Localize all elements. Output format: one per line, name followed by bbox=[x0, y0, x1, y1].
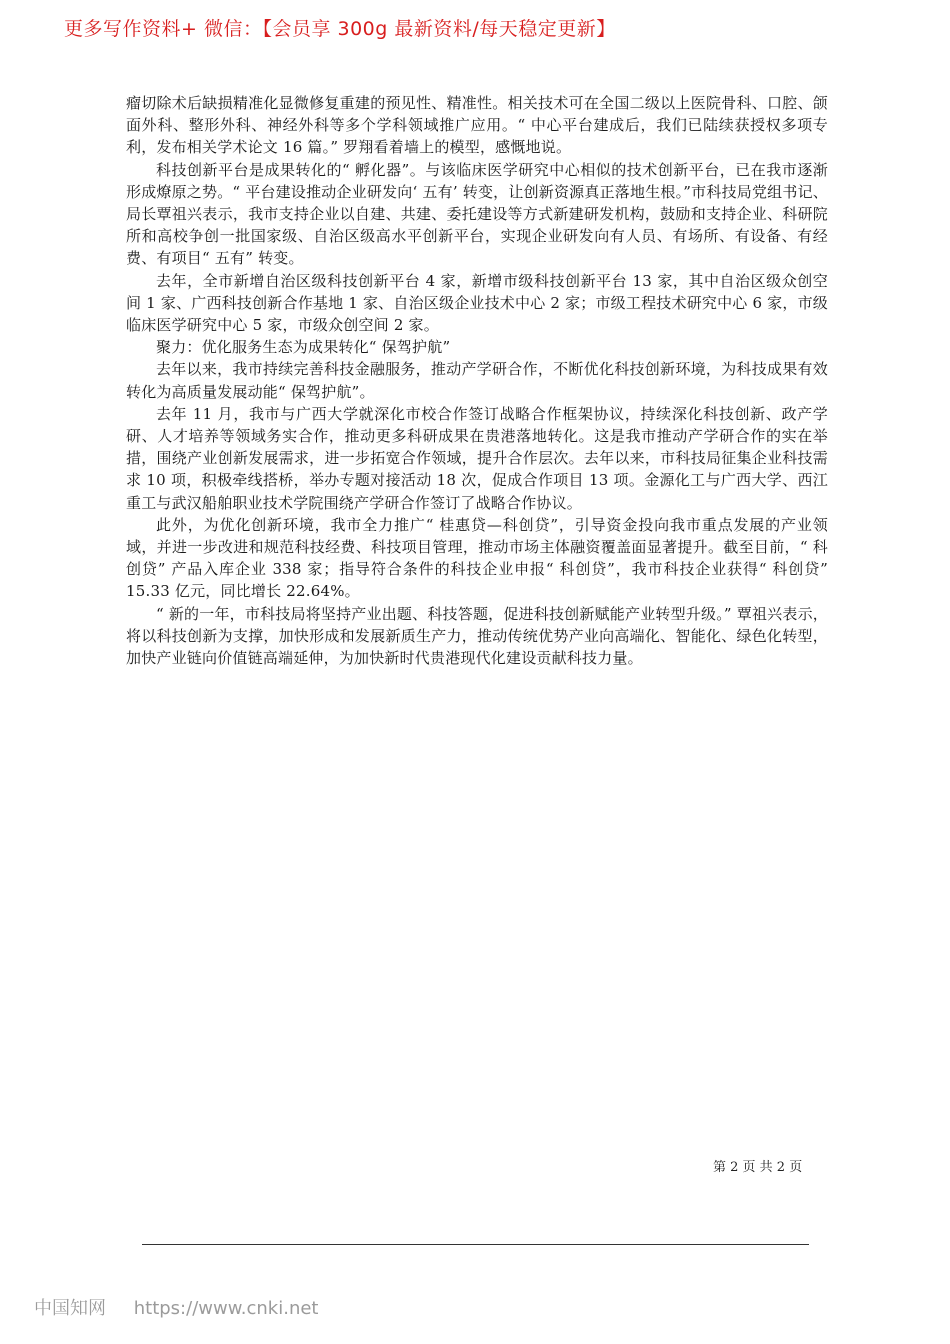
footer-divider bbox=[142, 1244, 809, 1245]
paragraph: 科技创新平台是成果转化的“ 孵化器”。与该临床医学研究中心相似的技术创新平台，已在我市逐渐形成燎原之势。“ 平台建设推动企业研发向‘ 五有’ 转变，让创新资源真正落地生根。”市科技局党组书记、局长覃祖兴表示，我市支持企业以自建、共建、委托建设等方式新建研发机构，鼓励和支持企业、科研院所和高校争创一批国家级、自治区级高水平创新平台，实现企业研发向有人员、有场所、有设备、有经费、有项目“ 五有” 转变。 bbox=[126, 160, 828, 268]
paragraph: 去年，全市新增自治区级科技创新平台 4 家，新增市级科技创新平台 13 家，其中自治区级众创空间 1 家、广西科技创新合作基地 1 家、自治区级企业技术中心 2 家；市级工程技术研究中心 6 家，市级临床医学研究中心 5 家，市级众创空间 2 家。 bbox=[126, 271, 828, 335]
paragraph: 去年以来，我市持续完善科技金融服务，推动产学研合作，不断优化科技创新环境，为科技成果有效转化为高质量发展动能“ 保驾护航”。 bbox=[126, 360, 828, 401]
watermark-url: https://www.cnki.net bbox=[133, 1298, 319, 1319]
section-heading: 聚力：优化服务生态为成果转化“ 保驾护航” bbox=[156, 338, 451, 357]
page-number: 第 2 页 共 2 页 bbox=[713, 1160, 803, 1175]
paragraph-continued: 瘤切除术后缺损精准化显微修复重建的预见性、精准性。相关技术可在全国二级以上医院骨科、口腔、颌面外科、整形外科、神经外科等多个学科领域推广应用。“ 中心平台建成后，我们已陆续获授权多项专利，发布相关学术论文 16 篇。” 罗翔看着墙上的模型，感慨地说。 bbox=[126, 94, 828, 157]
watermark-site-name: 中国知网 bbox=[34, 1298, 106, 1319]
article-body bbox=[126, 92, 828, 669]
site-watermark bbox=[34, 1294, 318, 1320]
paragraph: 去年 11 月，我市与广西大学就深化市校合作签订战略合作框架协议，持续深化科技创新、政产学研、人才培养等领域务实合作，推动更多科研成果在贵港落地转化。这是我市推动产学研合作的实在举措，围绕产业创新发展需求，进一步拓宽合作领域，提升合作层次。去年以来，市科技局征集企业科技需求 10 项，积极牵线搭桥，举办专题对接活动 18 次，促成合作项目 13 项。金源化工与广西大学、西江重工与武汉船舶职业技术学院围绕产学研合作签订了战略合作协议。 bbox=[126, 404, 828, 512]
paragraph: “ 新的一年，市科技局将坚持产业出题、科技答题，促进科技创新赋能产业转型升级。” 覃祖兴表示，将以科技创新为支撑，加快形成和发展新质生产力，推动传统优势产业向高端化、智能化、绿色化转型，加快产业链向价值链高端延伸，为加快新时代贵港现代化建设贡献科技力量。 bbox=[126, 604, 828, 668]
promo-banner: 更多写作资料+ 微信：【会员享 300g 最新资料/每天稳定更新】 bbox=[64, 18, 616, 40]
paragraph: 此外，为优化创新环境，我市全力推广“ 桂惠贷—科创贷”，引导资金投向我市重点发展的产业领域，并进一步改进和规范科技经费、科技项目管理，推动市场主体融资覆盖面显著提升。截至目前，“ 科创贷” 产品入库企业 338 家；指导符合条件的科技企业申报“ 科创贷”，我市科技企业获得“ 科创贷” 15.33 亿元，同比增长 22.64%。 bbox=[126, 515, 828, 601]
